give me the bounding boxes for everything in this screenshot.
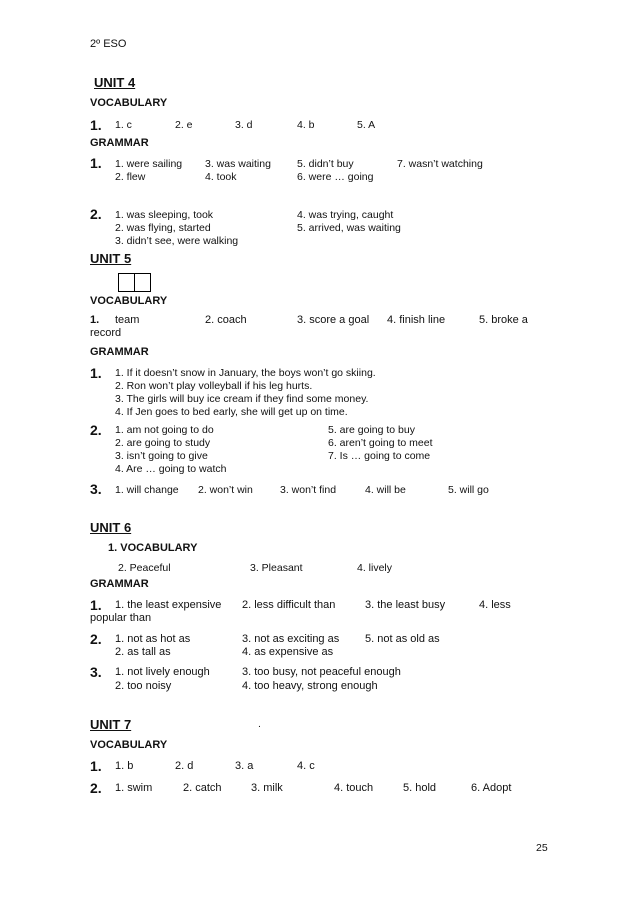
unit4-vocab-answer: 2. e [175, 119, 193, 131]
unit4-vocab-answer: 3. d [235, 119, 253, 131]
unit5-grammar1-answer: 1. If it doesn’t snow in January, the boys won’t go skiing. [115, 367, 376, 379]
unit6-grammar1-answer: 2. less difficult than [242, 599, 336, 611]
unit4-grammar1-answer: 5. didn’t buy [297, 158, 354, 170]
unit4-grammar2-answer: 5. arrived, was waiting [297, 222, 401, 234]
unit6-grammar2-answer: 4. as expensive as [242, 646, 334, 658]
unit7-vocab2-answer: 2. catch [183, 782, 222, 794]
unit5-grammar2-answer: 7. Is … going to come [328, 450, 431, 462]
unit4-vocab-answer: 4. b [297, 119, 315, 131]
unit7-vocabulary-label: VOCABULARY [90, 739, 168, 751]
unit7-vocab1-answer: 2. d [175, 760, 194, 772]
unit4-grammar1-answer: 3. was waiting [205, 158, 271, 170]
unit5-vocab-answer: 3. score a goal [297, 314, 370, 326]
unit5-grammar3-answer: 4. will be [365, 484, 406, 496]
unit6-grammar1-number: 1. [90, 597, 102, 613]
unit5-grammar2-answer: 5. are going to buy [328, 424, 415, 436]
unit4-vocabulary-label: VOCABULARY [90, 97, 168, 109]
unit5-vocab-answer: 4. finish line [387, 314, 446, 326]
unit7-vocab2-number: 2. [90, 780, 102, 796]
unit4-grammar1-answer: 6. were … going [297, 171, 374, 183]
unit6-grammar2-answer: 1. not as hot as [115, 633, 191, 645]
unit5-grammar3-answer: 5. will go [448, 484, 489, 496]
unit4-grammar2-number: 2. [90, 206, 102, 222]
unit5-grammar3-number: 3. [90, 481, 102, 497]
unit7-vocab1-answer: 3. a [235, 760, 254, 772]
unit6-title: UNIT 6 [90, 520, 132, 535]
unit7-vocab2-answer: 1. swim [115, 782, 153, 794]
unit6-grammar2-answer: 2. as tall as [115, 646, 171, 658]
unit5-vocabulary-label: VOCABULARY [90, 295, 168, 307]
unit7-stray-dot: . [258, 718, 261, 730]
unit5-grammar3-answer: 1. will change [115, 484, 179, 496]
unit5-grammar1-answer: 4. If Jen goes to bed early, she will get up on time. [115, 406, 348, 418]
unit4-grammar2-answer: 4. was trying, caught [297, 209, 394, 221]
unit6-grammar3-answer: 4. too heavy, strong enough [242, 680, 378, 692]
unit7-vocab2-answer: 4. touch [334, 782, 374, 794]
unit5-grammar2-answer: 2. are going to study [115, 437, 211, 449]
unit4-grammar2-answer: 3. didn’t see, were walking [115, 235, 239, 247]
unit6-grammar2-number: 2. [90, 631, 102, 647]
unit7-vocab2-answer: 6. Adopt [471, 782, 512, 794]
unit5-grammar2-answer: 1. am not going to do [115, 424, 214, 436]
unit7-vocab2-answer: 3. milk [251, 782, 283, 794]
unit6-grammar2-answer: 5. not as old as [365, 633, 440, 645]
unit5-grammar2-answer: 4. Are … going to watch [115, 463, 227, 475]
unit6-vocabulary-label: 1. VOCABULARY [108, 542, 198, 554]
unit5-grammar1-number: 1. [90, 365, 102, 381]
unit5-grammar2-answer: 3. isn’t going to give [115, 450, 208, 462]
unit7-vocab1-number: 1. [90, 758, 102, 774]
unit4-grammar1-answer: 4. took [205, 171, 237, 183]
unit6-vocab-answer: 4. lively [357, 562, 393, 574]
unit5-grammar1-answer: 2. Ron won’t play volleyball if his leg hurts. [115, 380, 313, 392]
unit4-grammar2-answer: 2. was flying, started [115, 222, 211, 234]
unit5-title: UNIT 5 [90, 251, 132, 266]
unit5-vocab-answer: 5. broke a [479, 314, 528, 326]
unit4-vocab-number: 1. [90, 117, 102, 133]
unit4-grammar1-number: 1. [90, 155, 102, 171]
unit4-grammar2-answer: 1. was sleeping, took [115, 209, 214, 221]
unit4-vocab-answer: 1. c [115, 119, 132, 131]
unit6-grammar1-wrap: popular than [90, 612, 152, 624]
unit7-title: UNIT 7 [90, 717, 132, 732]
unit6-grammar3-number: 3. [90, 664, 102, 680]
unit4-grammar1-answer: 1. were sailing [115, 158, 183, 170]
unit6-grammar1-answer: 1. the least expensive [115, 599, 222, 611]
unit5-vocab-answer: 2. coach [205, 314, 247, 326]
course-header: 2º ESO [90, 38, 127, 50]
unit6-grammar2-answer: 3. not as exciting as [242, 633, 340, 645]
unit4-title: UNIT 4 [94, 75, 136, 90]
unit6-grammar3-answer: 3. too busy, not peaceful enough [242, 666, 401, 678]
unit5-grammar3-answer: 3. won’t find [280, 484, 337, 496]
unit6-grammar-label: GRAMMAR [90, 578, 149, 590]
unit4-grammar-label: GRAMMAR [90, 137, 149, 149]
unit6-grammar1-answer: 3. the least busy [365, 599, 446, 611]
unit6-grammar1-answer: 4. less [479, 599, 511, 611]
unit4-grammar1-answer: 7. wasn’t watching [397, 158, 483, 170]
unit4-vocab-answer: 5. A [357, 119, 376, 131]
unit6-grammar3-answer: 1. not lively enough [115, 666, 210, 678]
unit6-vocab-answer: 2. Peaceful [118, 562, 171, 574]
empty-boxes [118, 273, 150, 292]
unit5-vocab-wrap: record [90, 327, 122, 339]
unit7-vocab1-answer: 4. c [297, 760, 315, 772]
unit6-grammar3-answer: 2. too noisy [115, 680, 172, 692]
unit5-vocab-number: 1. [90, 314, 100, 326]
unit5-grammar1-answer: 3. The girls will buy ice cream if they find some money. [115, 393, 369, 405]
unit5-grammar2-number: 2. [90, 422, 102, 438]
unit5-grammar3-answer: 2. won’t win [198, 484, 253, 496]
unit7-vocab2-answer: 5. hold [403, 782, 437, 794]
unit5-vocab-answer: team [115, 314, 140, 326]
unit5-grammar2-answer: 6. aren’t going to meet [328, 437, 433, 449]
page-number: 25 [536, 842, 548, 854]
unit5-grammar-label: GRAMMAR [90, 346, 149, 358]
unit4-grammar1-answer: 2. flew [115, 171, 146, 183]
unit7-vocab1-answer: 1. b [115, 760, 134, 772]
unit6-vocab-answer: 3. Pleasant [250, 562, 303, 574]
